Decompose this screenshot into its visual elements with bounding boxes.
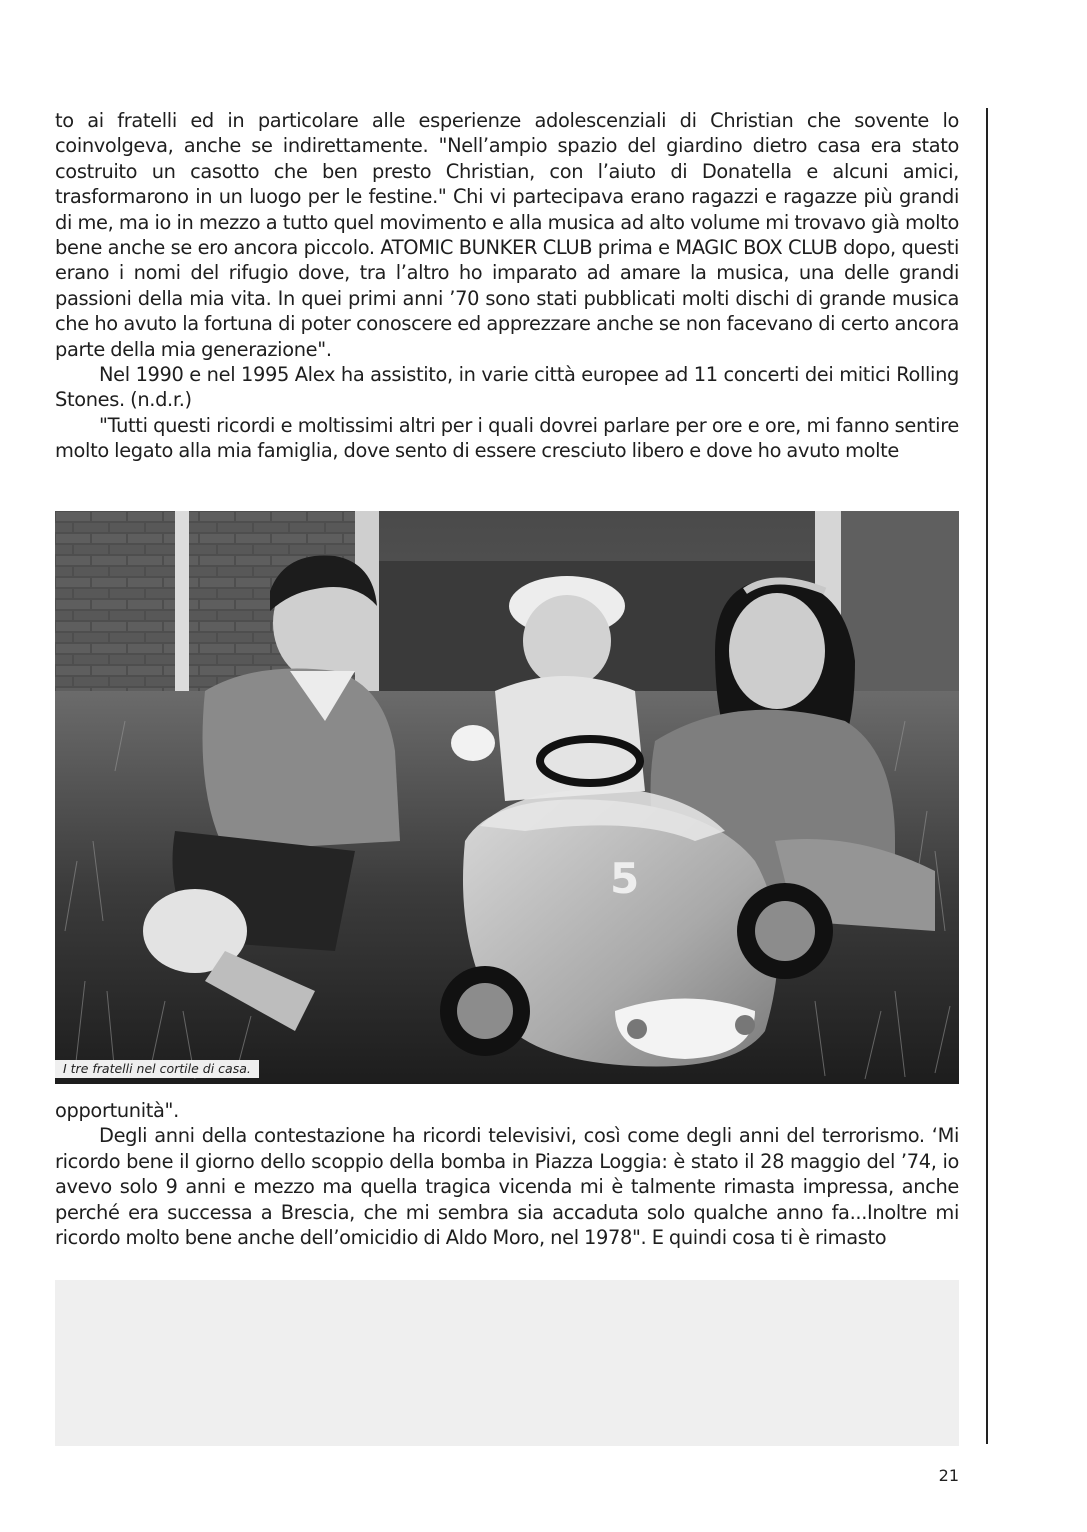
margin-rule [986, 108, 988, 1444]
paragraph: Nel 1990 e nel 1995 Alex ha assistito, in varie città europee ad 11 concerti dei mitici Rolling Stones. (n.d.r.) [55, 363, 959, 412]
body-text-bottom [55, 1098, 959, 1250]
white-pillar [175, 511, 189, 701]
photo-caption: I tre fratelli nel cortile di casa. [55, 1060, 259, 1078]
page-number: 21 [938, 1466, 959, 1485]
body-text-top [55, 108, 959, 464]
grey-background-band [55, 1280, 959, 1446]
paragraph: to ai fratelli ed in particolare alle esperienze adolescenziali di Christian che sovente lo coinvolgeva, anche se indirettamente. "Nell’ampio spazio del giardino dietro casa era stato costruito un casotto che ben presto Christian, con l’aiuto di Donatella e alcuni amici, trasformarono in un luogo per le festine." Chi vi partecipava erano ragazzi e ragazze più grandi di me, ma io in mezzo a tutto quel movimento e alla musica ad alto volume mi trovavo già molto bene anche se ero ancora piccolo. ATOMIC BUNKER CLUB prima e MAGIC BOX CLUB dopo, questi erano i nomi del rifugio dove, tra l’altro ho imparato ad amare la musica, una delle grandi passioni della mia vita. In quei primi anni ’70 sono stati pubblicati molti dischi di grande musica che ho avuto la fortuna di poter conoscere ed apprezzare anche se non facevano di certo ancora parte della mia generazione". [55, 109, 959, 361]
car-number: 5 [610, 854, 640, 903]
photo-illustration [55, 511, 959, 1084]
paragraph: "Tutti questi ricordi e moltissimi altri per i quali dovrei parlare per ore e ore, mi fanno sentire molto legato alla mia famiglia, dove sento di essere cresciuto libero e dove ho avuto molte [55, 413, 959, 463]
paragraph: opportunità". [55, 1099, 179, 1122]
back-wall [841, 511, 959, 711]
family-photo [55, 511, 959, 1084]
paragraph: Degli anni della contestazione ha ricordi televisivi, così come degli anni del terrorismo. ‘Mi ricordo bene il giorno dello scoppio della bomba in Piazza Loggia: è stato il 28 maggio del ’74, io avevo solo 9 anni e mezzo ma quella tragica vicenda mi è talmente rimasta impressa, anche perché era successa a Brescia, che mi sembra sia accaduta solo qualche anno fa...Inoltre mi ricordo molto bene anche dell’omicidio di Aldo Moro, nel 1978". E quindi cosa ti è rimasto [55, 1124, 959, 1250]
